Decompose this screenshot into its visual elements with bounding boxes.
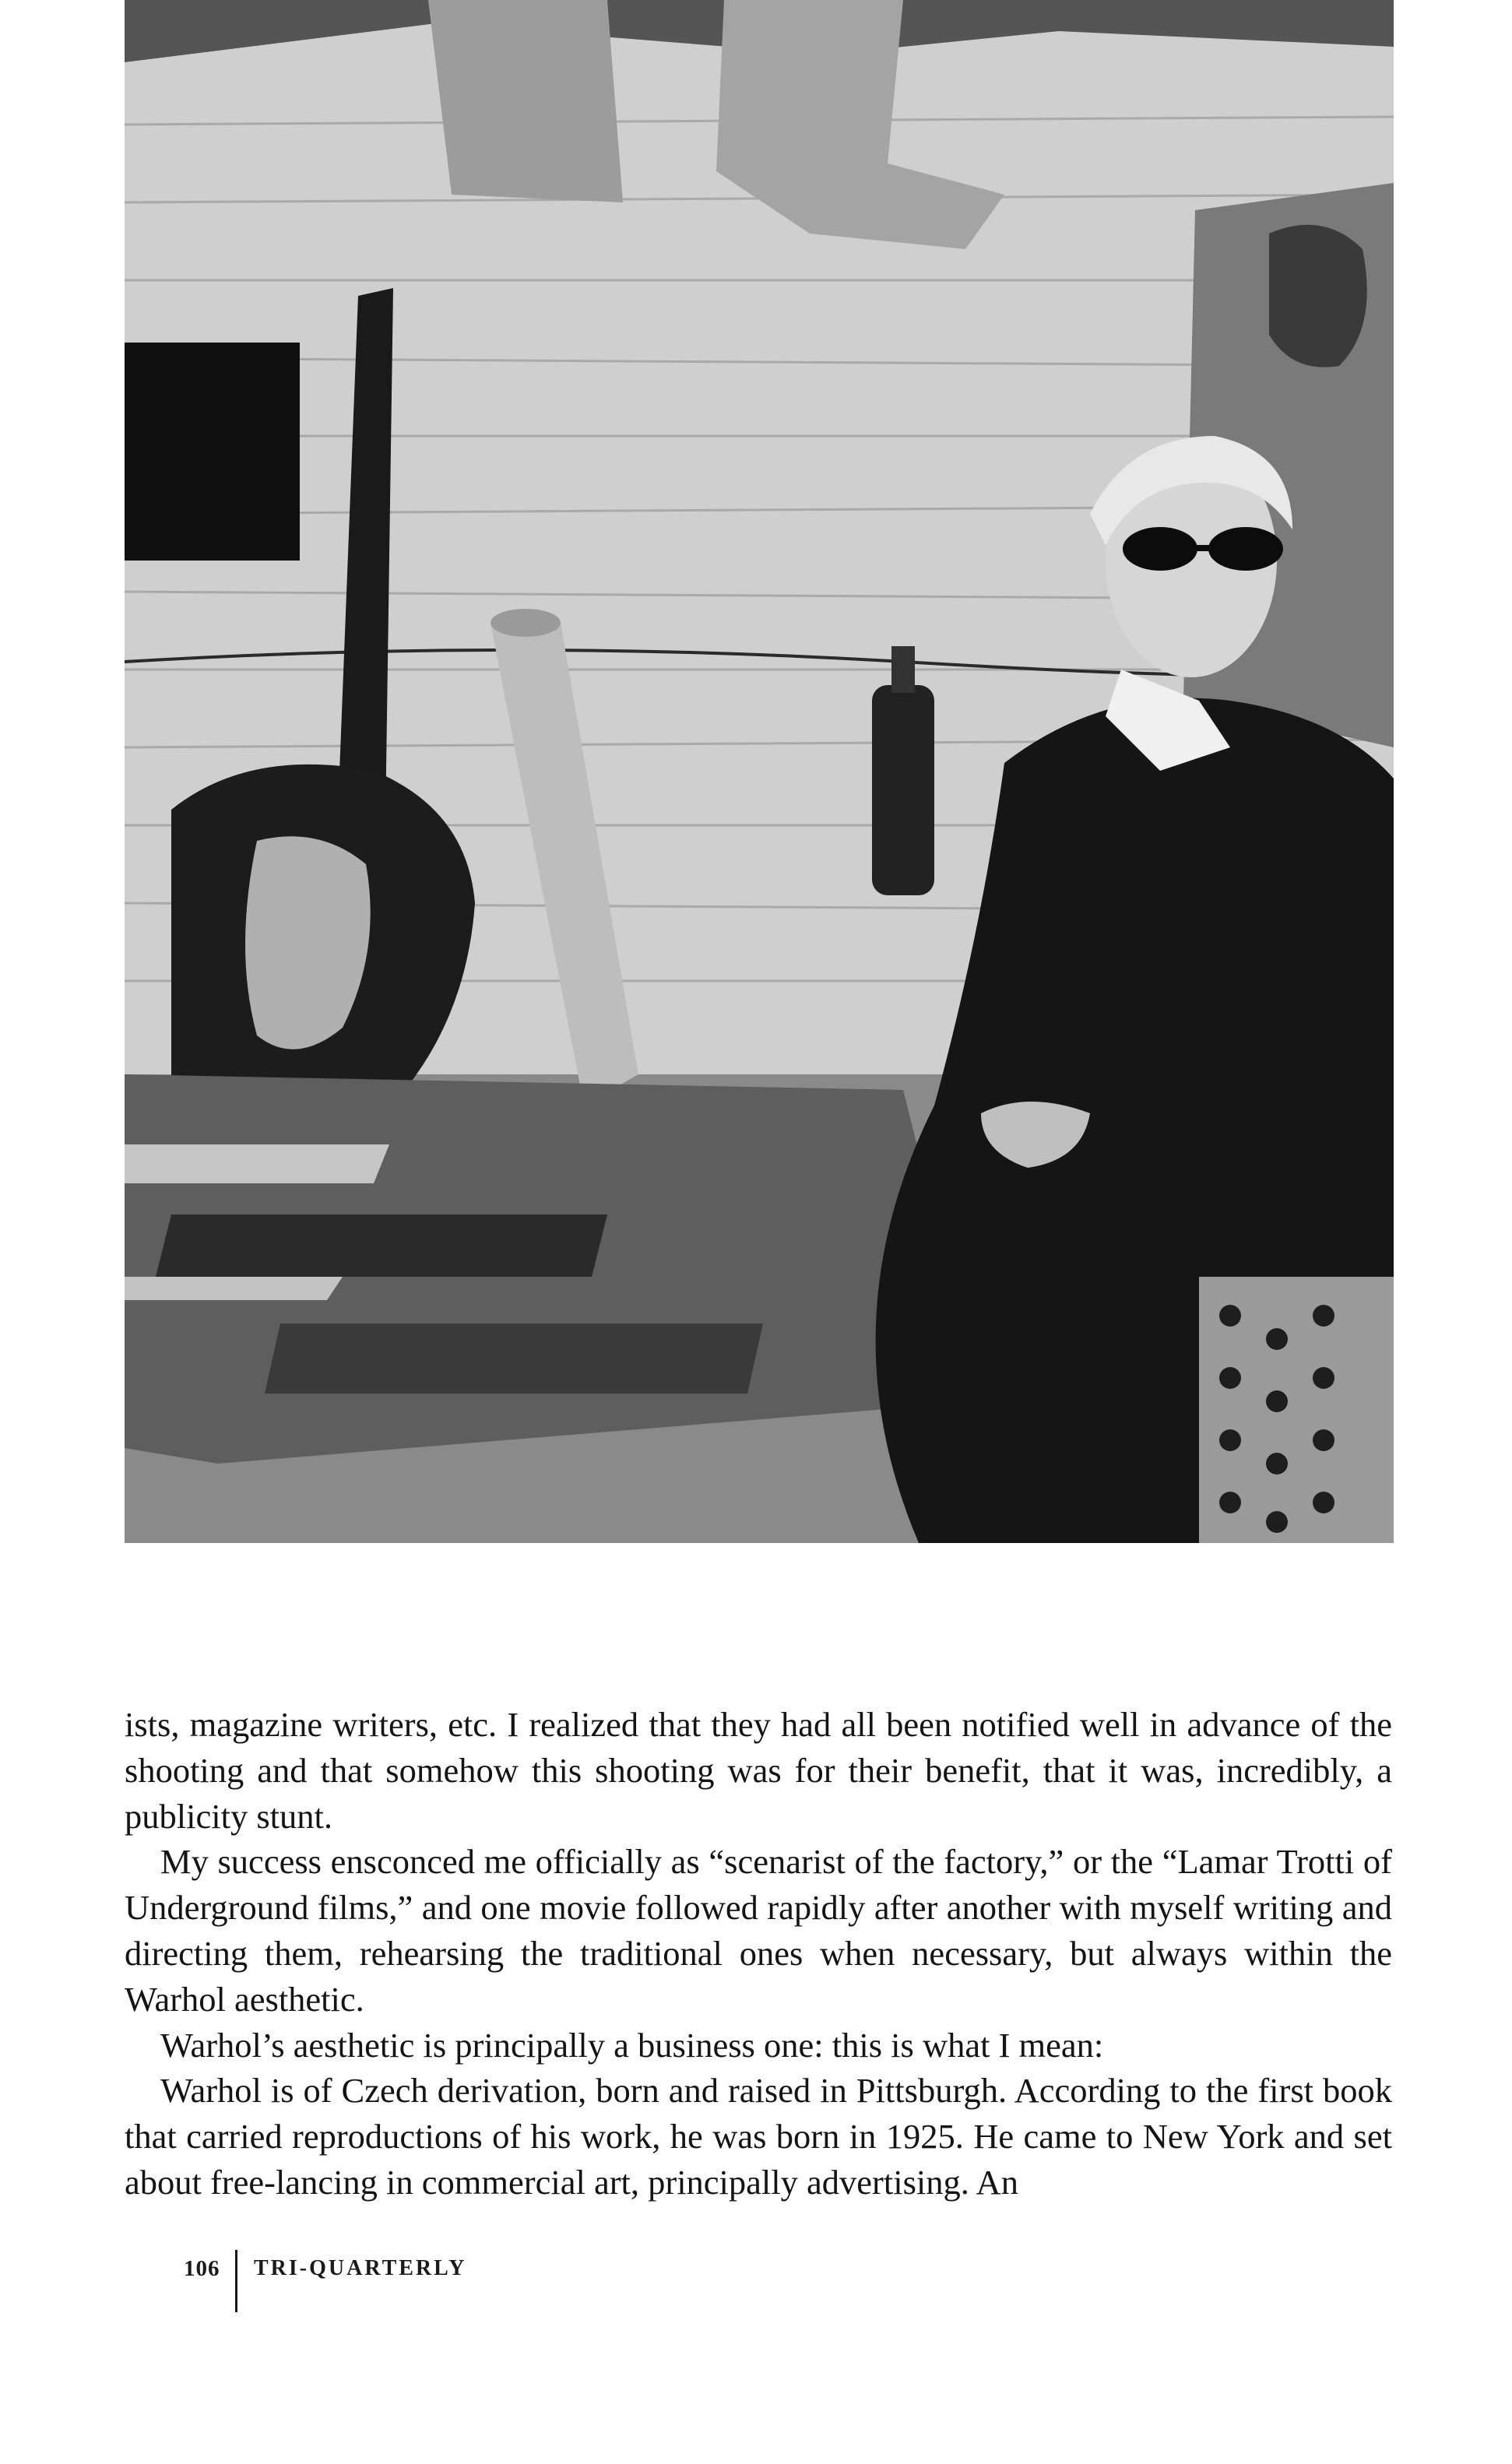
footer-divider — [235, 2250, 237, 2312]
paragraph-1: ists, magazine writers, etc. I realized that they had all been notified well in advance of the shooting and that somehow this shooting was for their benefit, that it was, incredibly, a publicity stunt. — [125, 1705, 1392, 1836]
paragraph-4: Warhol is of Czech derivation, born and raised in Pittsburgh. According to the first book that carried reproductions of his work, he was born in 1925. He came to New York and set about free-lancing in commercial art, principally advertising. An — [125, 2071, 1392, 2202]
paragraph-3: Warhol’s aesthetic is principally a business one: this is what I mean: — [160, 2025, 1104, 2065]
journal-title: TRI-QUARTERLY — [254, 2256, 467, 2280]
page-number: 106 — [184, 2256, 220, 2281]
paragraph-2: My success ensconced me officially as “scenarist of the factory,” or the “Lamar Trotti of Underground films,” and one movie followed rapidly after another with myself writing and directing them, rehearsing the traditional ones when necessary, but always within the Warhol aesthetic. — [125, 1842, 1392, 2019]
studio-photograph — [125, 0, 1394, 1543]
photograph-image — [125, 0, 1394, 1543]
article-body — [125, 1702, 1392, 2206]
